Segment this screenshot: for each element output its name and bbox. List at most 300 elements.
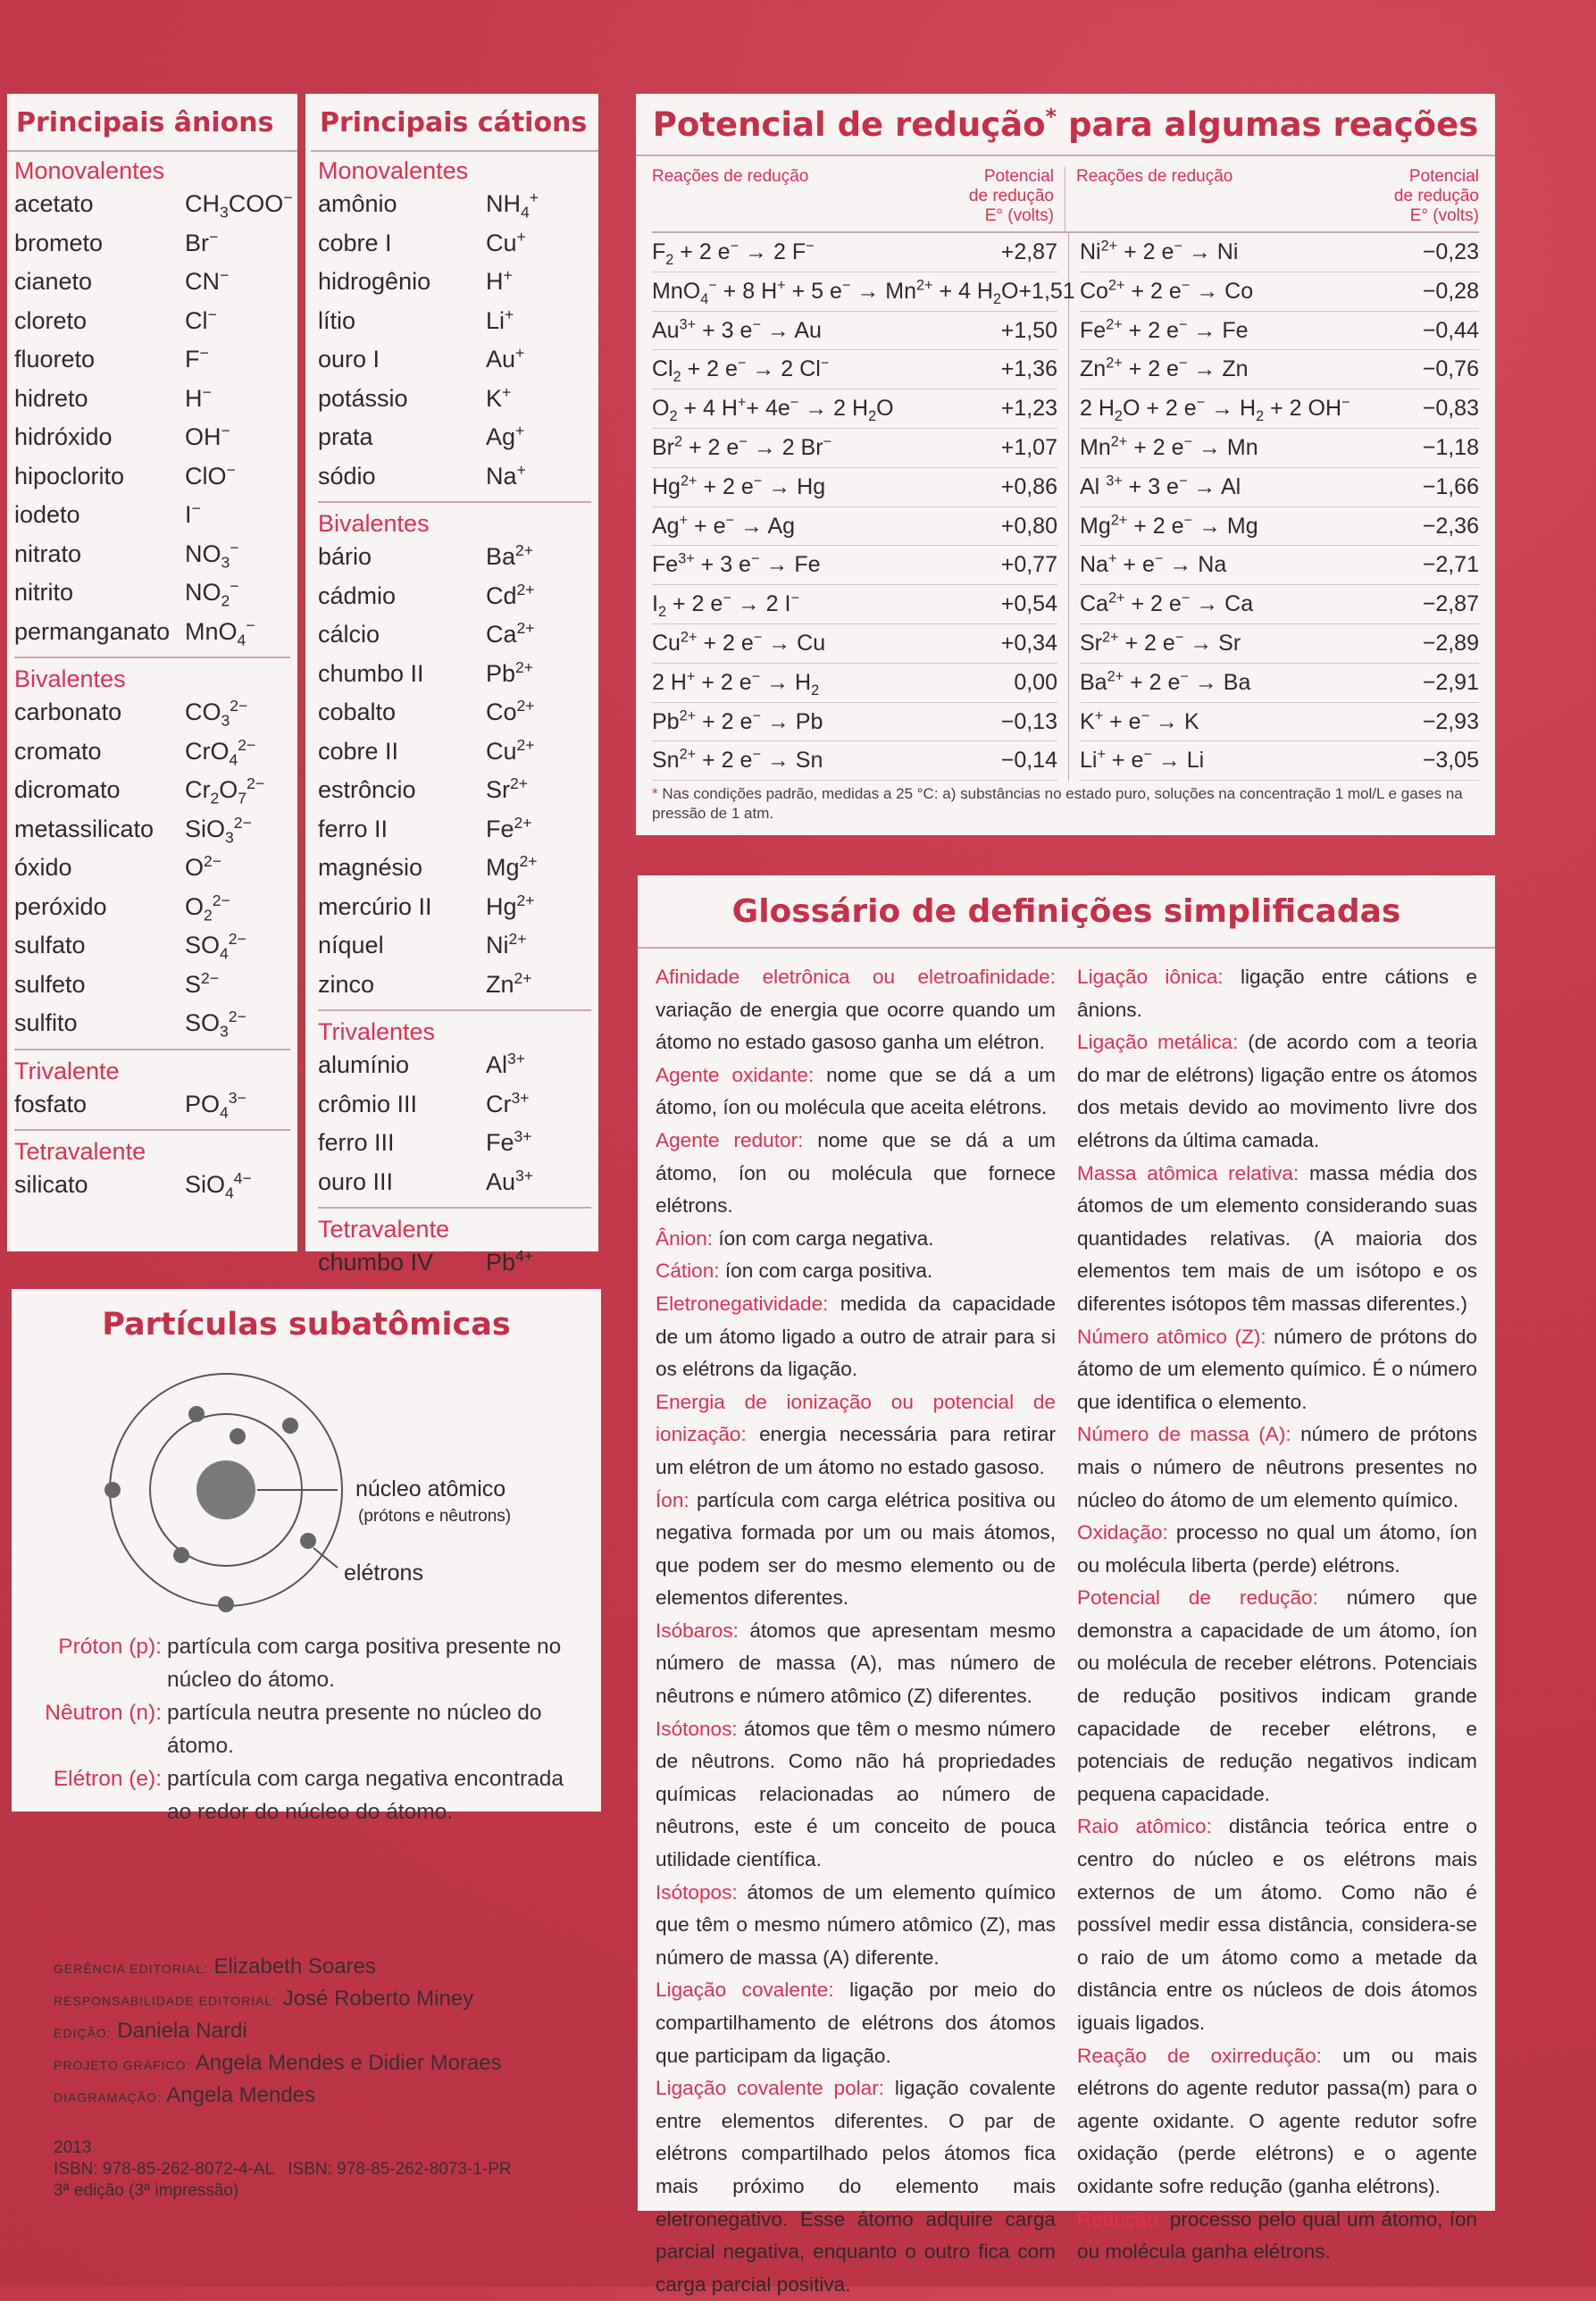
anions-formula: $Cr_2O_7^{2-}$ — [185, 774, 265, 807]
cations-row — [318, 771, 591, 810]
reaction-row — [1080, 585, 1479, 624]
cations-name: cobre II — [318, 737, 399, 765]
col-reaction-label: Reações de redução — [652, 167, 809, 186]
reaction-row — [1080, 468, 1479, 507]
reduction-potential-value: −2,89 — [1422, 630, 1479, 656]
reaction-row — [1080, 664, 1479, 703]
cations-name: prata — [318, 423, 373, 450]
reduction-potential-value: +0,77 — [1000, 552, 1057, 578]
anions-formula: I− — [185, 499, 201, 528]
cations-formula: $Ni^{2+}$ — [486, 930, 527, 958]
anions-row — [14, 926, 290, 966]
cations-row — [318, 380, 591, 419]
glossary-definition: partícula com carga elétrica positiva ou negativa formada por um ou mais átomos, que podem ser do mesmo elemento ou de elementos diferentes. — [656, 1488, 1056, 1610]
cations-row — [318, 655, 591, 694]
footnote-text: Nas condições padrão, medidas a 25 °C: a) substâncias no estado puro, soluções na concentração 1 mol/L e gases na pressão de 1 atm. — [652, 785, 1463, 823]
cations-formula: $Ba^{2+}$ — [486, 541, 534, 570]
reduction-potential-value: +2,87 — [1000, 239, 1057, 264]
anions-name: hidróxido — [14, 423, 113, 450]
anions-name: nitrito — [14, 579, 74, 606]
cations-name: níquel — [318, 932, 384, 958]
glossary-definition: nome que se dá a um átomo, íon ou molécula que aceita elétrons. — [656, 1063, 1056, 1119]
glossary-definition: energia necessária para retirar um elétron de um átomo no estado gasoso. — [656, 1423, 1056, 1478]
glossary-definition: íon com carga negativa. — [713, 1226, 934, 1250]
reduction-potential-value: +1,50 — [1000, 317, 1057, 343]
credit-line — [54, 2048, 502, 2080]
reaction-equation: K+ + e− → K — [1080, 707, 1199, 734]
anions-section-title: Tetravalente — [14, 1138, 146, 1165]
glossary-definition: número que demonstra a capacidade de um átomo, íon ou molécula de receber elétrons. Potenciais de redução positivos indicam grande capacidade de receber elétrons, e potenciais de redução negativos indicam pequena capacidade. — [1077, 1586, 1478, 1805]
anions-row — [14, 1085, 290, 1125]
reaction-equation: $Au^{3+} + 3$ e− → Au — [652, 316, 822, 343]
credit-label: EDIÇÃO: — [54, 2026, 112, 2040]
reduction-potential-value: −0,28 — [1422, 278, 1479, 304]
reaction-equation: $Hg^{2+} + 2$ e− → Hg — [652, 473, 826, 499]
atomic-nucleus — [196, 1460, 255, 1519]
cations-name: hidrogênio — [318, 268, 431, 295]
cations-row — [318, 340, 591, 380]
glossary-definition: medida da capacidade de um átomo ligado a outro de atrair para si os elétrons da ligação. — [656, 1292, 1056, 1381]
anions-name: peróxido — [14, 892, 107, 920]
reaction-equation: Na+ + e− → Na — [1080, 551, 1227, 578]
cations-formula: H+ — [486, 266, 513, 295]
glossary-definition: íon com carga positiva. — [719, 1259, 933, 1283]
credit-value: Angela Mendes — [161, 2083, 316, 2107]
glossary-definition: variação de energia que ocorre quando um átomo no estado gasoso ganha um elétron. — [656, 998, 1056, 1054]
anions-formula: Cl− — [185, 305, 217, 334]
reduction-table-left — [652, 233, 1075, 781]
glossary-definition: distância teórica entre o centro do núcleo e os elétrons mais externos de um átomo. Como não é possível medir essa distância, considera-se o raio de um átomo como a metade da distância entre os núcleos de dois átomos iguais ligados. — [1077, 1815, 1477, 2034]
reaction-equation: $Cu^{2+} + 2$ e− → Cu — [652, 629, 826, 656]
reaction-row — [652, 585, 1057, 624]
reaction-equation: $Cl_2 + 2$ e− → 2 Cl− — [652, 356, 830, 386]
glossary-entry — [1077, 2204, 1477, 2269]
cations-name: lítio — [318, 306, 356, 334]
electrons-label: elétrons — [344, 1560, 423, 1586]
anions-formula: CrO$_4^{2-}$ — [185, 735, 256, 768]
glossary-entry — [656, 1288, 1056, 1386]
particle-term: Próton (p): — [58, 1635, 162, 1659]
anions-section-title: Trivalente — [14, 1057, 120, 1084]
cations-formula: $Cd^{2+}$ — [486, 580, 535, 609]
cations-name: cobre I — [318, 229, 392, 256]
cations-list — [318, 152, 591, 1283]
anions-row — [14, 185, 293, 224]
anions-row — [14, 849, 290, 888]
anions-formula: SiO$_3^{2-}$ — [185, 813, 252, 846]
anions-formula: CN− — [185, 266, 230, 295]
anions-name: nitrato — [14, 540, 82, 567]
cations-formula: $Pb^{4+}$ — [486, 1247, 534, 1276]
glossary-term: Número de massa (A): — [1077, 1423, 1291, 1446]
reaction-equation: $Pb^{2+} + 2$ e− → Pb — [652, 707, 823, 734]
anions-section-title: Bivalentes — [14, 665, 126, 692]
reduction-potential-value: −2,87 — [1422, 591, 1479, 617]
reaction-row — [652, 389, 1057, 429]
glossary-definition: ligação entre cátions e ânions. — [1077, 966, 1478, 1021]
reaction-equation: $O_2 + 4$ H++ 4e− → 2 $H_2O$ — [652, 394, 894, 425]
nucleus-label: núcleo atômico — [355, 1477, 506, 1502]
reaction-row — [652, 312, 1057, 351]
anions-name: sulfato — [14, 932, 86, 958]
glossary-term: Isótonos: — [656, 1717, 738, 1740]
anions-row — [14, 810, 290, 849]
anions-name: cloreto — [14, 306, 88, 334]
glossary-left-column — [656, 961, 1056, 2301]
anions-formula: $NO_2^-$ — [185, 577, 239, 610]
reduction-potential-value: +1,07 — [1000, 434, 1057, 460]
reduction-potential-value: 0,00 — [1014, 669, 1057, 695]
reaction-equation: $Fe^{2+} + 2$ e− → Fe — [1080, 316, 1249, 343]
reduction-potential-value: −1,66 — [1422, 473, 1479, 499]
cations-row — [318, 1046, 591, 1085]
cations-formula: $Pb^{2+}$ — [486, 657, 534, 687]
glossary-entry — [656, 1974, 1056, 2072]
reaction-equation: MnO$_4$− + 8 H+ + 5 $e^- \to Mn^{2+} + 4$ $H_2O$ — [652, 277, 1019, 307]
cations-name: amônio — [318, 190, 397, 217]
anions-name: metassilicato — [14, 815, 155, 842]
cations-panel — [305, 94, 598, 1276]
anions-row — [14, 457, 290, 497]
anions-name: cromato — [14, 737, 102, 765]
reduction-footnote — [652, 784, 1479, 824]
anions-row — [14, 224, 290, 264]
glossary-entry — [1077, 1026, 1477, 1157]
cations-row — [318, 888, 591, 927]
anions-name: iodeto — [14, 501, 80, 528]
glossary-definition: número de prótons mais o número de nêutrons presentes no núcleo do átomo de um elemento químico. — [1077, 1423, 1478, 1511]
cations-name: bário — [318, 543, 372, 570]
cations-name: potássio — [318, 384, 408, 412]
anions-panel — [7, 94, 297, 1251]
anions-name: sulfeto — [14, 970, 86, 998]
cations-name: ferro II — [318, 815, 389, 842]
anions-row — [14, 573, 290, 613]
cations-section-title: Tetravalente — [318, 1216, 450, 1243]
cations-formula: K+ — [486, 382, 512, 412]
anions-name: cianeto — [14, 268, 93, 295]
anions-formula: $PO_4^{3-}$ — [185, 1088, 247, 1121]
anions-name: hidreto — [14, 384, 88, 412]
anions-row — [14, 418, 290, 457]
reaction-equation: $Fe^{3+} + 3$ e− → Fe — [652, 551, 821, 578]
particle-description: partícula com carga positiva presente no núcleo do átomo. — [167, 1635, 562, 1692]
glossary-title: Glossário de definições simplificadas — [638, 875, 1495, 949]
cations-formula: $Cr^{3+}$ — [486, 1088, 530, 1117]
footnote-mark: * — [652, 785, 658, 803]
reaction-row — [1080, 741, 1479, 781]
section-divider — [318, 501, 591, 503]
glossary-term: Reação de oxirredução: — [1077, 2044, 1322, 2067]
cations-row — [318, 849, 591, 888]
cations-row — [318, 418, 591, 457]
reduction-potential-value: +0,54 — [1000, 591, 1057, 617]
anions-formula: $SO_4^{2-}$ — [185, 930, 247, 963]
reduction-potential-value: −3,05 — [1422, 748, 1479, 774]
reduction-potential-value: −1,18 — [1422, 434, 1479, 460]
reaction-row — [1080, 272, 1479, 312]
glossary-definition: (de acordo com a teoria do mar de elétrons) ligação entre os átomos dos metais devido ao movimento livre dos elétrons da última camada. — [1077, 1031, 1477, 1151]
reaction-equation: 2 H+ + 2 $e^- \to H_2$ — [652, 668, 820, 699]
cations-row — [318, 1163, 591, 1202]
cations-formula: Au+ — [486, 344, 525, 372]
cations-name: alumínio — [318, 1051, 410, 1078]
glossary-right-column — [1077, 961, 1477, 2301]
glossary-term: Massa atômica relativa: — [1077, 1161, 1299, 1184]
particle-term: Nêutron (n): — [45, 1701, 162, 1725]
reaction-equation: $Sr^{2+} + 2$ e− → Sr — [1080, 629, 1241, 656]
reduction-potential-panel — [636, 94, 1495, 835]
glossary-definition: nome que se dá a um átomo, íon ou molécula que fornece elétrons. — [656, 1128, 1056, 1217]
reduction-potential-value: −0,76 — [1422, 356, 1479, 382]
reaction-row — [652, 468, 1057, 507]
cations-row — [318, 615, 591, 655]
credit-value: Angela Mendes e Didier Moraes — [190, 2051, 502, 2075]
glossary-entry — [1077, 1517, 1477, 1582]
cations-formula: $Fe^{3+}$ — [486, 1127, 532, 1156]
reduction-potential-value: +0,80 — [1000, 513, 1057, 539]
reaction-row — [1080, 429, 1479, 468]
col-potential-label: Potencial de redução E° (volts) — [968, 167, 1054, 225]
reaction-equation: $F_2 + 2$ e− → 2 F− — [652, 238, 815, 268]
glossary-term: Ânion: — [656, 1226, 714, 1250]
glossary-panel — [638, 875, 1495, 2296]
anions-name: acetato — [14, 190, 94, 217]
cations-formula: Na+ — [486, 460, 526, 489]
col-potential-label: Potencial de redução E° (volts) — [1393, 167, 1479, 225]
reaction-row — [1080, 350, 1479, 389]
reduction-potential-value: +1,51 — [1018, 278, 1075, 304]
glossary-entry — [1077, 2040, 1477, 2204]
credit-label: DIAGRAMAÇÃO: — [54, 2090, 162, 2104]
cations-name: cádmio — [318, 582, 397, 609]
cations-row — [318, 1085, 591, 1125]
glossary-entry — [656, 1615, 1056, 1713]
reduction-potential-value: −2,71 — [1422, 552, 1479, 578]
glossary-entry — [1077, 1321, 1477, 1419]
reduction-potential-title: Potencial de redução* para algumas reações — [636, 94, 1495, 156]
anions-name: hipoclorito — [14, 462, 125, 489]
reduction-potential-value: −0,14 — [1000, 748, 1057, 774]
reduction-table-right — [1069, 233, 1479, 781]
cations-name: ouro III — [318, 1167, 394, 1195]
glossary-term: Raio atômico: — [1077, 1815, 1212, 1838]
cations-formula: $Cu^{2+}$ — [486, 735, 535, 765]
anions-row — [14, 263, 290, 302]
glossary-term: Isótopos: — [656, 1880, 738, 1904]
editorial-credits — [54, 1952, 502, 2113]
reduction-potential-value: −0,83 — [1422, 396, 1479, 422]
glossary-term: Ligação metálica: — [1077, 1031, 1239, 1054]
cations-row — [318, 457, 591, 497]
cations-row — [318, 1124, 591, 1163]
electron — [230, 1428, 246, 1444]
reaction-row — [1080, 703, 1479, 742]
cations-formula: $Sr^{2+}$ — [486, 774, 528, 803]
anions-formula: OH− — [185, 422, 230, 450]
cations-formula: $Ca^{2+}$ — [486, 619, 535, 648]
particle-definition — [38, 1762, 574, 1828]
reaction-row — [652, 233, 1057, 272]
reaction-equation: $Zn^{2+} + 2$ e− → Zn — [1080, 356, 1249, 382]
cations-row — [318, 263, 591, 302]
glossary-term: Redução: — [1077, 2207, 1164, 2230]
glossary-entry — [656, 1485, 1056, 1615]
credit-line — [54, 1984, 502, 2016]
cations-name: crômio III — [318, 1090, 418, 1117]
reduction-table — [652, 233, 1479, 781]
particle-definition — [38, 1630, 574, 1696]
reaction-row — [1080, 624, 1479, 664]
cations-formula: $Mg^{2+}$ — [486, 852, 538, 881]
cations-formula: $Zn^{2+}$ — [486, 968, 532, 998]
particle-term: Elétron (e): — [53, 1767, 162, 1791]
reaction-row — [652, 624, 1057, 664]
reaction-row — [652, 741, 1057, 781]
credit-value: Daniela Nardi — [111, 2019, 247, 2043]
glossary-term: Eletronegatividade: — [656, 1292, 829, 1315]
reaction-row — [652, 546, 1057, 585]
anions-formula: Br− — [185, 227, 219, 256]
reaction-equation: $Sn^{2+} + 2$ e− → Sn — [652, 747, 823, 774]
reaction-equation: $Mg^{2+} + 2$ e− → Mg — [1080, 512, 1258, 539]
anions-name: permanganato — [14, 617, 171, 645]
electron — [218, 1596, 234, 1612]
reaction-row — [1080, 233, 1479, 272]
reduction-potential-value: −2,93 — [1422, 708, 1479, 734]
cations-name: sódio — [318, 462, 376, 489]
anions-name: brometo — [14, 229, 104, 256]
reaction-equation: $Mn^{2+} + 2$ e− → Mn — [1080, 433, 1258, 460]
col-reaction-label: Reações de redução — [1076, 167, 1233, 186]
cations-formula: $Au^{3+}$ — [486, 1166, 534, 1195]
anions-formula: H− — [185, 382, 212, 412]
reaction-row — [652, 350, 1057, 389]
anions-row — [14, 496, 290, 535]
isbn-line: ISBN: 978-85-262-8072-4-AL ISBN: 978-85-262-8073-1-PR — [54, 2160, 512, 2179]
credit-line — [54, 2016, 502, 2048]
glossary-term: Isóbaros: — [656, 1619, 739, 1642]
cations-title: Principais cátions — [311, 94, 598, 152]
reaction-equation: 2 $H_2O + 2$ $e^- \to H_2 + 2$ OH− — [1080, 394, 1350, 425]
reaction-equation: Li+ + e− → Li — [1080, 747, 1205, 774]
glossary-entry — [656, 1255, 1056, 1288]
cations-section-title: Monovalentes — [318, 157, 469, 184]
electron — [282, 1418, 298, 1434]
anions-formula: $O^{2-}$ — [185, 852, 222, 881]
reduction-potential-value: −0,13 — [1000, 708, 1057, 734]
glossary-term: Agente redutor: — [656, 1128, 804, 1151]
anions-name: óxido — [14, 854, 72, 881]
anions-formula: MnO$_4$− — [185, 615, 255, 648]
cations-name: cobalto — [318, 699, 397, 725]
cations-name: cálcio — [318, 621, 380, 648]
section-divider — [318, 1207, 591, 1209]
cations-section-title: Trivalentes — [318, 1018, 436, 1045]
anions-row — [14, 535, 290, 574]
electron — [173, 1547, 189, 1563]
glossary-term: Oxidação: — [1077, 1521, 1168, 1544]
cations-name: ouro I — [318, 346, 380, 372]
anions-name: dicromato — [14, 776, 121, 803]
reaction-equation: $Ba^{2+} + 2$ e− → Ba — [1080, 668, 1251, 695]
reaction-row — [652, 272, 1075, 312]
cations-row — [318, 810, 591, 849]
glossary-entry — [656, 961, 1056, 1059]
reduction-potential-value: +0,34 — [1000, 630, 1057, 656]
cations-formula: $Al^{3+}$ — [486, 1050, 526, 1078]
anions-row — [14, 888, 290, 927]
glossary-term: Ligação covalente polar: — [656, 2077, 885, 2100]
anions-name: carbonato — [14, 699, 122, 725]
electron — [300, 1533, 316, 1549]
anions-name: silicato — [14, 1171, 88, 1198]
anions-list — [14, 152, 293, 1205]
glossary-definition: processo no qual um átomo, íon ou molécula liberta (perde) elétrons. — [1077, 1521, 1477, 1577]
glossary-entry — [1077, 1418, 1477, 1517]
glossary-term: Íon: — [656, 1488, 689, 1511]
credit-value: José Roberto Miney — [277, 1987, 474, 2011]
reduction-potential-value: −2,91 — [1422, 669, 1479, 695]
glossary-entry — [1077, 1811, 1477, 2039]
reaction-equation: Ag+ + e− → Ag — [652, 512, 796, 539]
glossary-term: Cátion: — [656, 1259, 720, 1283]
anions-row — [14, 771, 290, 810]
cations-row — [318, 577, 591, 616]
reduction-potential-value: −2,36 — [1422, 513, 1479, 539]
reaction-equation: $Ca^{2+} + 2$ e− → Ca — [1080, 590, 1254, 617]
cations-row — [318, 693, 591, 732]
anions-formula: $SO_3^{2-}$ — [185, 1008, 247, 1041]
reduction-potential-value: +0,86 — [1000, 473, 1057, 499]
glossary-term: Ligação covalente: — [656, 1979, 834, 2002]
glossary-definition: ligação covalente entre elementos diferentes. O par de elétrons compartilhado pelos átomos fica mais próximo do elemento mais eletronegativo. Esse átomo adquire carga parcial negativa, enquanto o outro fica com carga parcial positiva. — [656, 2077, 1056, 2296]
cations-formula: $Fe^{2+}$ — [486, 813, 532, 842]
reduction-potential-value: −0,44 — [1422, 317, 1479, 343]
cations-name: mercúrio II — [318, 892, 432, 920]
cations-formula: Cu+ — [486, 227, 526, 256]
reaction-row — [652, 429, 1057, 468]
cations-name: estrôncio — [318, 776, 416, 803]
reaction-row — [1080, 546, 1479, 585]
cations-formula: $Hg^{2+}$ — [486, 891, 535, 920]
section-divider — [14, 657, 290, 658]
glossary-entry — [656, 1877, 1056, 1975]
atom-diagram — [29, 1360, 565, 1619]
glossary-term: Agente oxidante: — [656, 1063, 815, 1086]
glossary-term: Afinidade eletrônica ou eletroafinidade: — [656, 966, 1056, 988]
anions-row — [14, 732, 290, 772]
glossary-definition: processo pelo qual um átomo, íon ou molécula ganha elétrons. — [1077, 2207, 1477, 2263]
anions-row — [14, 1004, 290, 1043]
anions-title: Principais ânions — [7, 94, 297, 152]
particle-definitions — [38, 1630, 574, 1828]
anions-formula: F− — [185, 344, 209, 372]
year: 2013 — [54, 2138, 92, 2157]
glossary-entry — [656, 1059, 1056, 1125]
glossary-entry — [656, 1386, 1056, 1485]
glossary-entry — [656, 1223, 1056, 1256]
cations-row — [318, 538, 591, 577]
reaction-row — [1080, 312, 1479, 351]
glossary-term: Número atômico (Z): — [1077, 1325, 1266, 1348]
reaction-row — [652, 507, 1057, 547]
reduction-potential-value: −0,23 — [1422, 239, 1479, 264]
anions-section-title: Monovalentes — [14, 157, 165, 184]
cations-name: ferro III — [318, 1129, 395, 1156]
glossary-definition: átomos que apresentam mesmo número de massa (A), mas número de nêutrons e número atômico (Z) diferentes. — [656, 1619, 1056, 1708]
glossary-definition: massa média dos átomos de um elemento considerando suas quantidades relativas. (A maioria dos elementos tem mais de um isótopo e os diferentes isótopos têm massas diferentes.) — [1077, 1161, 1478, 1315]
